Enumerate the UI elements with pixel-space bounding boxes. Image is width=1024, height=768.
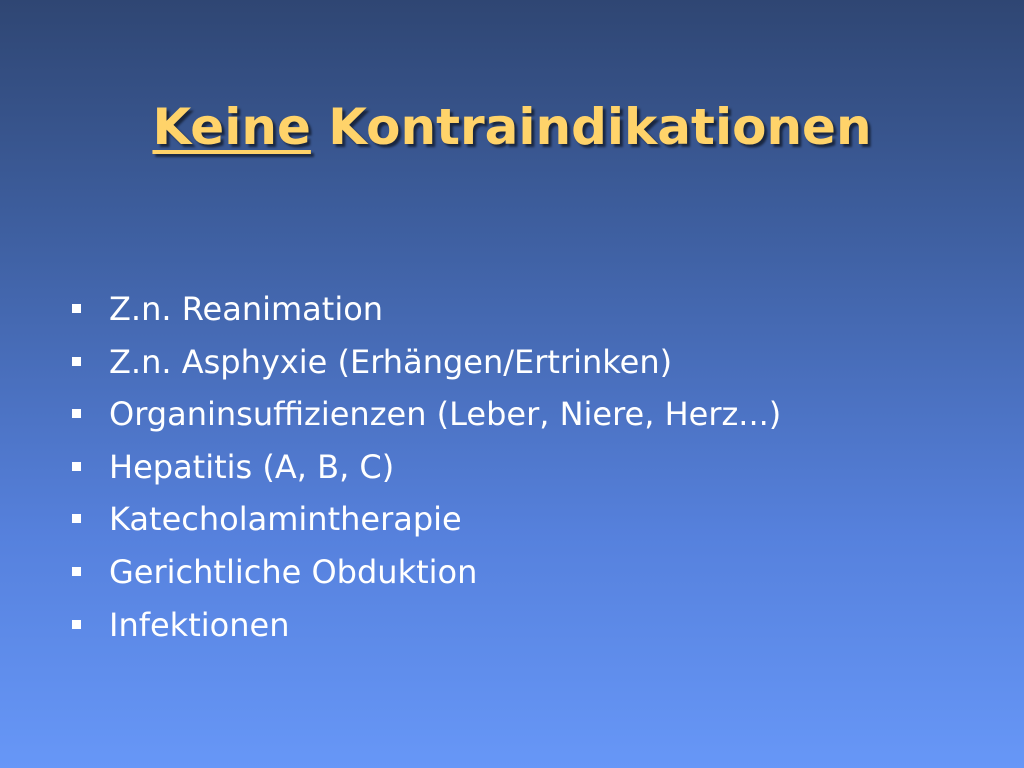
- square-bullet-icon: [72, 620, 81, 629]
- bullet-item: [72, 336, 972, 389]
- square-bullet-icon: [72, 304, 81, 313]
- title-rest: Kontraindikationen: [310, 98, 872, 156]
- bullet-text: Hepatitis (A, B, C): [109, 447, 395, 486]
- bullet-text: Organinsuffizienzen (Leber, Niere, Herz...): [109, 395, 782, 434]
- bullet-text: Z.n. Reanimation: [109, 290, 384, 328]
- bullet-item: [72, 493, 972, 546]
- bullet-text: Infektionen: [109, 605, 290, 644]
- bullet-text: Z.n. Asphyxie (Erhängen/Ertrinken): [109, 342, 673, 381]
- bullet-text: Katecholamintherapie: [109, 500, 462, 539]
- square-bullet-icon: [72, 514, 81, 523]
- slide-title: [0, 92, 1024, 162]
- bullet-item: [72, 546, 972, 599]
- bullet-item: [72, 283, 972, 336]
- square-bullet-icon: [72, 357, 81, 366]
- bullet-list: [72, 283, 972, 651]
- bullet-text: Gerichtliche Obduktion: [109, 552, 478, 591]
- square-bullet-icon: [72, 462, 81, 471]
- bullet-item: [72, 599, 972, 652]
- bullet-item: [72, 441, 972, 494]
- square-bullet-icon: [72, 409, 81, 418]
- square-bullet-icon: [72, 567, 81, 576]
- bullet-item: [72, 388, 972, 441]
- title-emphasis: Keine: [152, 98, 311, 156]
